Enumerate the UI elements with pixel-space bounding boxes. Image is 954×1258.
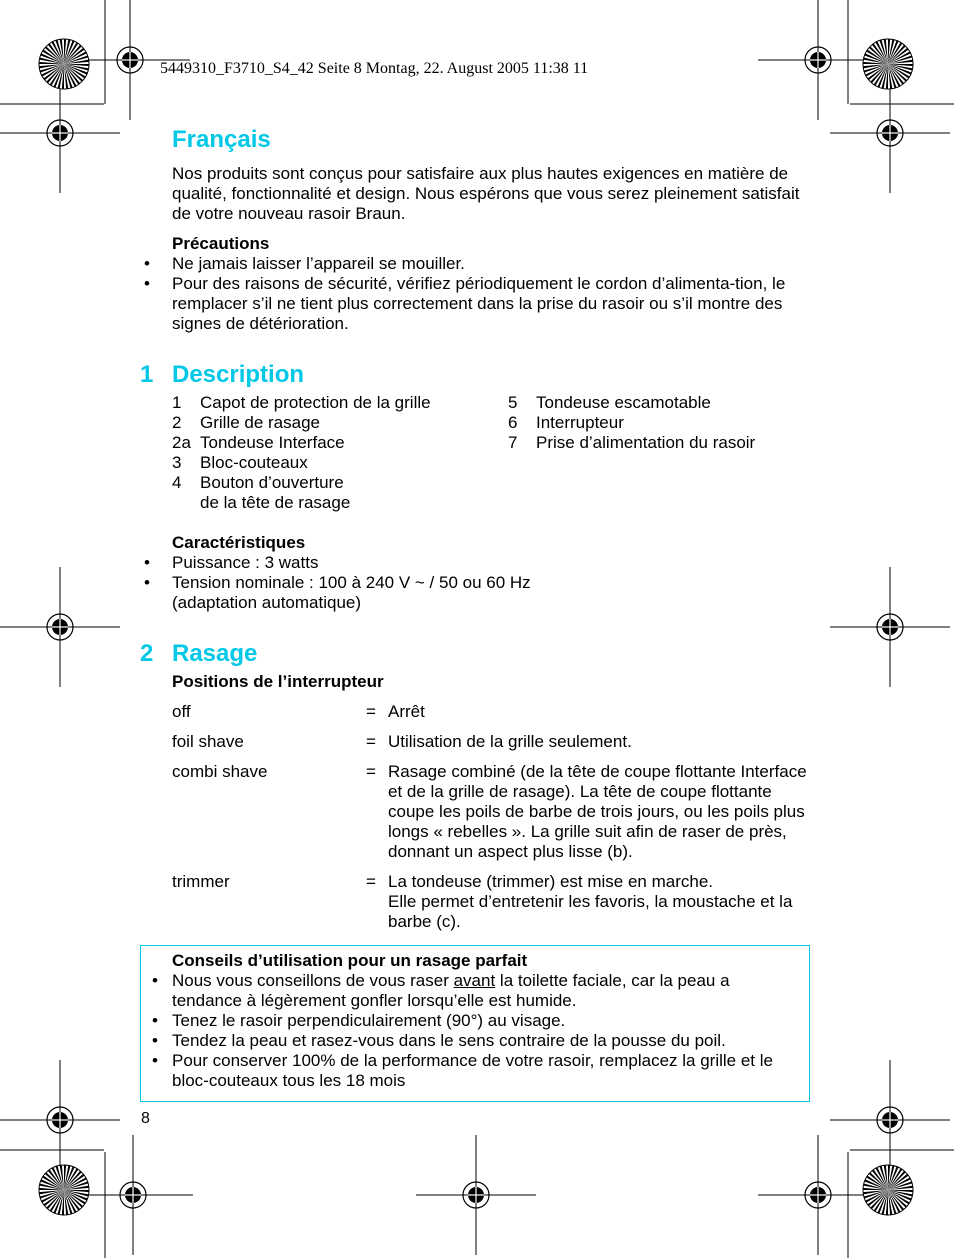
switch-position-trimmer: trimmer = La tondeuse (trimmer) est mise en marche. Elle permet d’entretenir les favoris, la moustache et la barbe (c). [172,872,793,931]
registration-mark-icon [0,1060,120,1180]
registration-mark-icon [0,567,120,687]
switch-position-foil-shave: foil shave = Utilisation de la grille seulement. [172,732,632,751]
precautions-list [144,254,814,334]
list-item: 6 Interrupteur [508,413,624,432]
list-item: • Ne jamais laisser l’appareil se mouiller. [144,254,465,273]
registration-mark-icon [0,73,120,193]
section-title-description: Description [172,361,305,388]
section-title-francais: Français [172,126,271,153]
list-item: 7 Prise d’alimentation du rasoir [508,433,756,452]
list-item: • Pour des raisons de sécurité, vérifiez périodiquement le cordon d’alimenta-tion, le remplacer s’il ne tient plus correctement dans la prise du rasoir ou s’il montre des signes de détérioration. [144,274,786,333]
bullet-icon: • [144,254,150,273]
list-item: • Tendez la peau et rasez-vous dans le sens contraire de la pousse du poil. [152,1031,726,1050]
list-item: 5 Tondeuse escamotable [508,393,711,412]
registration-mark-icon [758,0,878,120]
list-item: 2 Grille de rasage [172,413,321,432]
positions-heading: Positions de l’interrupteur [172,672,384,691]
list-item: • Tenez le rasoir perpendiculairement (90°) au visage. [152,1011,566,1030]
description-list-right [508,393,808,453]
section-title-rasage: Rasage [172,640,258,667]
precautions-heading: Précautions [172,234,270,253]
switch-position-combi-shave: combi shave = Rasage combiné (de la tête de coupe flottante Interface et de la grille de rasage). La tête de coupe flottante coupe les poils de barbe de trois jours, ou les poils plus longs « rebelles ». La grille suit afin de raser de près, donnant un aspect plus lisse (b). [172,762,807,861]
bullet-icon: • [144,573,150,592]
registration-mark-icon [758,1135,878,1255]
section-number-description: 1 [140,361,154,388]
registration-mark-icon [73,1135,193,1255]
list-item: 1 Capot de protection de la grille [172,393,431,412]
list-item: • Puissance : 3 watts [144,553,319,572]
list-item: • Pour conserver 100% de la performance de votre rasoir, remplacez la grille et le bloc-couteaux tous les 18 mois [152,1051,773,1090]
bullet-icon: • [152,1011,158,1030]
tips-heading: Conseils d’utilisation pour un rasage parfait [172,951,528,970]
tips-list [152,971,802,1091]
registration-mark-icon [830,567,950,687]
registration-mark-icon [416,1135,536,1255]
bullet-icon: • [152,1051,158,1070]
specs-heading: Caractéristiques [172,533,306,552]
star-target-icon [39,1165,89,1215]
list-item: 4 Bouton d’ouverture de la tête de rasage [172,473,351,512]
page-number: 8 [141,1110,150,1127]
description-list-left [172,393,492,513]
intro-paragraph: Nos produits sont conçus pour satisfaire aux plus hautes exigences en matière de qualité, fonctionnalité et design. Nous espérons que vous serez pleinement satisfait de votre nouveau rasoir Braun. [172,164,800,223]
section-number-rasage: 2 [140,640,154,667]
list-item: • Tension nominale : 100 à 240 V ~ / 50 ou 60 Hz (adaptation automatique) [144,573,531,612]
bullet-icon: • [144,553,150,572]
bullet-icon: • [144,274,150,293]
star-target-icon [863,39,913,89]
specs-list [144,553,814,613]
list-item: • Nous vous conseillons de vous raser avant la toilette faciale, car la peau a tendance à légèrement gonfler lorsqu’elle est humide. [152,971,730,1010]
list-item: 2a Tondeuse Interface [172,433,345,452]
bullet-icon: • [152,1031,158,1050]
printer-slug: 5449310_F3710_S4_42 Seite 8 Montag, 22. August 2005 11:38 11 [160,60,589,77]
switch-position-off: off = Arrêt [172,702,425,721]
star-target-icon [39,39,89,89]
star-target-icon [863,1165,913,1215]
list-item: 3 Bloc-couteaux [172,453,308,472]
bullet-icon: • [152,971,158,990]
